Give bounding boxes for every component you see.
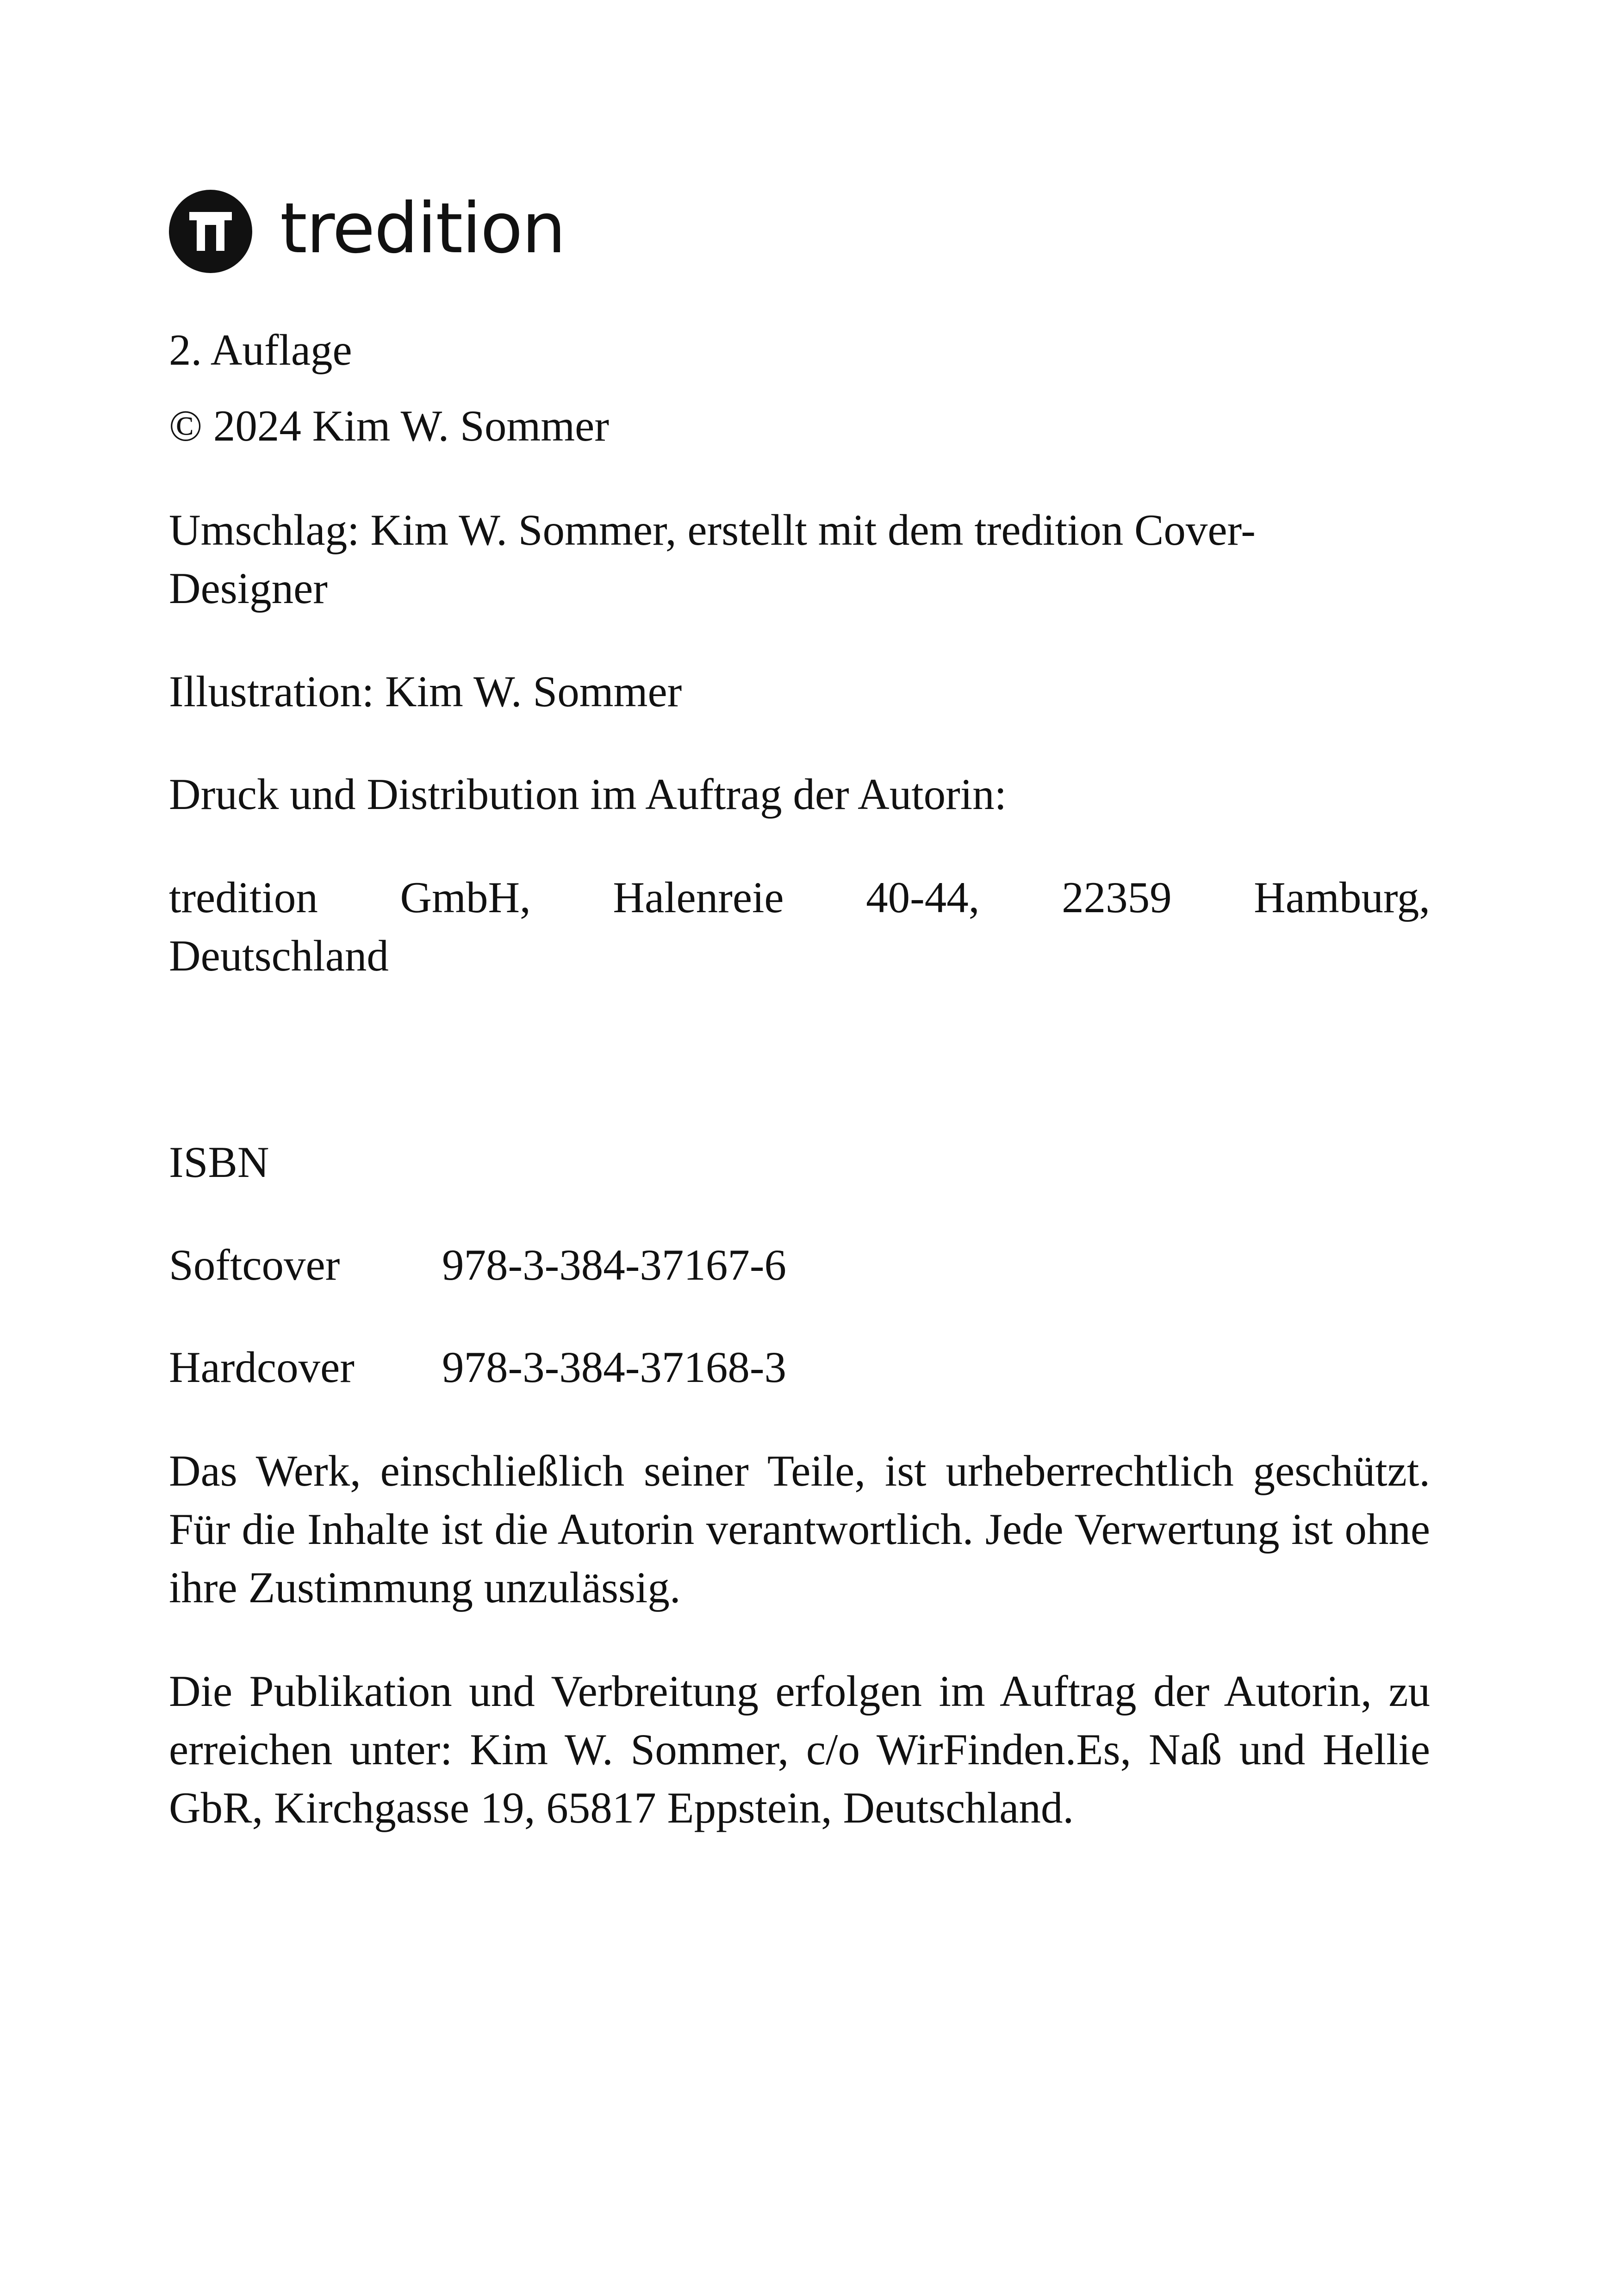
- isbn-value: 978-3-384-37167-6: [442, 1240, 787, 1289]
- isbn-label: Softcover: [169, 1240, 340, 1289]
- isbn-label: Hardcover: [169, 1343, 355, 1392]
- tredition-logo-icon: [169, 190, 252, 273]
- print-distribution: Druck und Distribution im Auftrag der Autorin:: [169, 770, 1007, 819]
- publisher-address-line-2: Deutschland: [169, 931, 389, 980]
- edition: 2. Auflage: [169, 325, 352, 374]
- isbn-value: 978-3-384-37168-3: [442, 1343, 787, 1392]
- cover-credit-line-1: Umschlag: Kim W. Sommer, erstellt mit dem tredition Cover-: [169, 505, 1256, 554]
- publisher-address-line-1: tredition GmbH, Halenreie 40-44, 22359 Hamburg,: [169, 873, 1430, 922]
- isbn-row-softcover: [169, 1236, 786, 1294]
- isbn-heading: ISBN: [169, 1138, 269, 1187]
- logo-wordmark: tredition: [280, 188, 565, 269]
- contact-notice: Die Publikation und Verbreitung erfolgen im Auftrag der Autorin, zu erreichen unter: Kim W. Sommer, c/o WirFinden.Es, Naß und Hellie GbR, Kirchgasse 19, 65817 Eppstein, Deutschland.: [169, 1667, 1430, 1832]
- illustration-credit: Illustration: Kim W. Sommer: [169, 667, 682, 716]
- publisher-logo: [169, 190, 565, 273]
- isbn-row-hardcover: [169, 1338, 786, 1396]
- rights-notice: Das Werk, einschließlich seiner Teile, ist urheberrechtlich geschützt. Für die Inhalte ist die Autorin verantwortlich. Jede Verwertung ist ohne ihre Zustimmung unzulässig.: [169, 1446, 1430, 1612]
- cover-credit-line-2: Designer: [169, 564, 328, 613]
- copyright: © 2024 Kim W. Sommer: [169, 401, 609, 450]
